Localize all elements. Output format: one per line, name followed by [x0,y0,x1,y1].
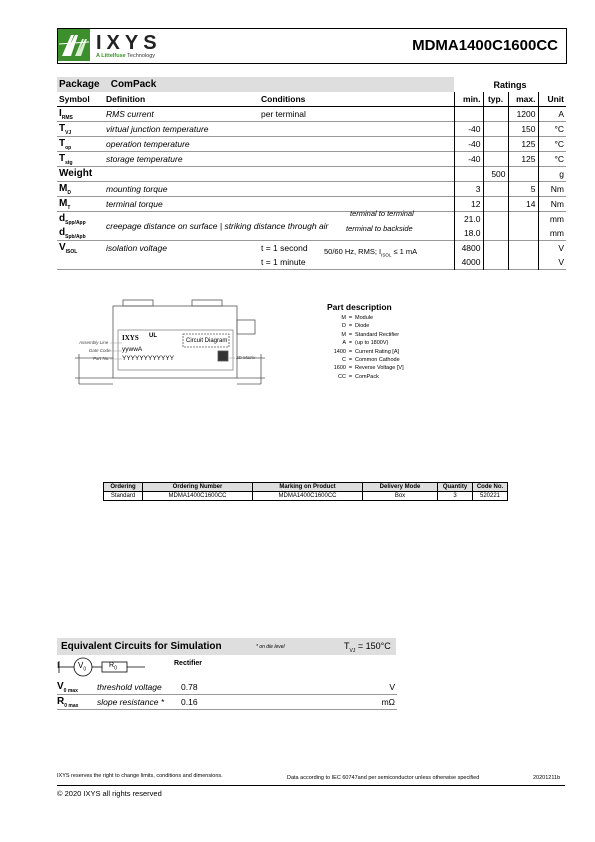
min-value: -40 [454,122,483,137]
ratings-table [57,77,566,270]
unit: mm [538,212,566,227]
definition [104,167,259,182]
footer-rights: IXYS reserves the right to change limits, conditions and dimensions. [57,773,223,779]
rating-row [57,197,566,212]
typ-value [483,197,508,212]
max-value: 125 [508,152,538,167]
tvj-condition: $T_{VJ} = 150^\circ C$ [344,641,391,654]
footer-iec: Data according to IEC 60747and per semiconductor unless otherwise specified [287,775,480,781]
definition: threshold voltage [97,682,162,692]
isolation-shared-condition: 50/60 Hz, RMS; $I_{ISOL} \le 1$ mA [324,247,418,258]
typ-value [483,137,508,152]
max-value: 150 [508,122,538,137]
ordering-cell: Box [363,492,438,501]
definition: terminal torque [106,199,163,209]
unit: V [538,241,566,256]
min-value [454,107,483,122]
eq-row-threshold [57,680,397,695]
unit: mΩ [381,697,395,707]
pd-key: M [341,331,346,338]
rating-row [57,182,566,197]
symbol: $T_{stg}$ [59,152,73,166]
isolation-definition: isolation voltage [106,243,167,253]
typ-value [483,152,508,167]
rectifier-column: Rectifier [174,660,203,667]
ordering-cell: MDMA1400C1600CC [253,492,363,501]
part-description-title: Part description [327,302,392,312]
pd-equals: = [348,348,353,355]
document-header [57,28,567,64]
definition: storage temperature [106,154,183,164]
ixys-logo-icon [58,29,90,61]
typ-value [483,122,508,137]
symbol: $R_{0 max}$ [57,696,79,709]
die-level-note: * on die level [256,644,285,650]
ratings-label: Ratings [454,77,566,92]
equivalent-title: Equivalent Circuits for Simulation [61,641,222,652]
condition [259,167,454,182]
part-description-item [310,356,404,364]
ordering-header: Quantity [438,483,473,492]
module-logo-text: IXYS [122,334,139,342]
definition: RMS current [106,109,154,119]
part-description-item [310,331,404,339]
symbol: $T_{op}$ [59,137,72,151]
symbol: $I_{RMS}$ [59,107,73,121]
definition: slope resistance * [97,697,165,707]
min-value: 4800 [454,241,483,256]
max-value [508,167,538,182]
symbol: $d_{Spp/App}$ [59,212,86,226]
col-header: Unit [538,92,566,107]
col-header: max. [508,92,538,107]
min-value [454,167,483,182]
part-description-item [310,364,404,372]
ordering-header: Code No. [473,483,508,492]
rating-row [57,137,566,152]
eq-row-slope [57,695,397,710]
max-value: 14 [508,197,538,212]
max-value: 5 [508,182,538,197]
pd-key: 1600 [333,365,346,372]
definition: mounting torque [106,184,168,194]
creepage-condition-2: terminal to backside [346,224,413,233]
brand-tagline: A Littelfuse Technology [96,53,156,59]
equivalent-circuits-header [57,638,396,655]
pd-value: Common Cathode [355,357,400,364]
col-header: typ. [483,92,508,107]
ordering-header-row [104,483,508,492]
part-number-placeholder: YYYYYYYYYYYY [122,355,175,362]
max-value: 1200 [508,107,538,122]
unit: A [538,107,566,122]
pd-value: (up to 1800V) [355,340,389,347]
rating-row [57,107,566,122]
symbol: $M_T$ [59,197,71,211]
creepage-definition: creepage distance on surface | striking distance through air [106,221,329,231]
unit: °C [538,137,566,152]
footer-divider [57,785,565,786]
part-number-title: MDMA1400C1600CC [412,37,558,54]
definition: operation temperature [106,139,190,149]
part-description-item [310,348,404,356]
value: 0.16 [181,697,198,707]
date-code-label: Date Code [89,348,111,353]
pd-value: Current Rating [A] [355,348,400,355]
pd-key: 1400 [333,348,346,355]
rating-row [57,122,566,137]
pd-key: CC [338,373,346,380]
col-header: Symbol [59,94,90,104]
brand-name: IXYS [96,32,162,54]
symbol: $M_D$ [59,182,71,196]
ordering-cell: 520221 [473,492,508,501]
unit: °C [538,152,566,167]
assembly-line-label: Assembly Line [79,340,109,345]
ordering-cell: MDMA1400C1600CC [143,492,253,501]
ul-mark: UL [149,333,157,339]
isolation-row-1 [57,241,566,256]
unit: Nm [538,182,566,197]
ordering-row [104,492,508,501]
condition [259,182,454,197]
col-header: min. [454,92,483,107]
condition [259,137,454,152]
unit: V [538,255,566,270]
pd-equals: = [348,340,353,347]
symbol: $d_{Spb/Apb}$ [59,226,86,240]
ordering-header: Marking on Product [253,483,363,492]
current-label: I [57,661,60,670]
symbol: $T_{VJ}$ [59,122,72,136]
min-value: 3 [454,182,483,197]
ordering-header: Delivery Mode [363,483,438,492]
part-no-label: Part No. [93,356,110,361]
value: 0.78 [181,682,198,692]
package-row [57,77,566,92]
unit: Nm [538,197,566,212]
col-header: Definition [106,94,146,104]
pd-equals: = [348,365,353,372]
pd-equals: = [348,373,353,380]
part-description-list [310,314,404,381]
condition [259,122,454,137]
isolation-row-2 [57,255,566,270]
min-value: -40 [454,137,483,152]
part-description-item [310,322,404,330]
condition: per terminal [261,109,306,119]
pd-value: ComPack [355,373,379,380]
r0-label: $R_0$ [109,662,117,672]
pd-value: Module [355,315,374,321]
isolation-condition-2: t = 1 minute [261,257,306,267]
typ-value [483,182,508,197]
pd-value: Diode [355,323,370,330]
ordering-cell: 3 [438,492,473,501]
ordering-header: Ordering [104,483,143,492]
pd-value: Standard Rectifier [355,331,400,338]
ordering-header: Ordering Number [143,483,253,492]
rating-row [57,152,566,167]
definition: virtual junction temperature [106,124,209,134]
min-value: 12 [454,197,483,212]
unit: °C [538,122,566,137]
symbol: Weight [59,167,93,179]
symbol: $V_{0 max}$ [57,681,78,694]
min-value: -40 [454,152,483,167]
pd-equals: = [348,357,353,364]
ordering-cell: Standard [104,492,143,501]
circuit-diagram-label: Circuit Diagram [186,338,228,344]
creepage-condition-1: terminal to terminal [350,209,414,218]
part-description-item [310,373,404,381]
min-value: 4000 [454,255,483,270]
matrix-label: 2D Matrix [236,355,256,360]
unit: mm [538,226,566,241]
pd-key: A [342,340,346,347]
date-code-text: yywwA [122,346,143,353]
package-label: Package [59,79,100,90]
col-header: Conditions [261,94,306,104]
unit: g [538,167,566,182]
min-value: 21.0 [454,212,483,227]
v0-label: $V_0$ [78,661,87,673]
pd-value: Reverse Voltage [V] [355,365,404,372]
creepage-row-1 [57,212,566,227]
symbol: $V_{ISOL}$ [59,241,78,255]
pd-equals: = [348,315,353,321]
condition [259,152,454,167]
typ-value [483,107,508,122]
max-value: 125 [508,137,538,152]
unit: V [389,682,395,692]
pd-key: M [341,315,346,321]
copyright: © 2020 IXYS all rights reserved [57,789,162,798]
package-name: ComPack [110,79,157,90]
table-header-row [57,92,566,107]
part-description-item [310,314,404,322]
pd-equals: = [348,323,353,330]
ordering-table [103,482,508,501]
pd-key: D [342,323,346,330]
pd-equals: = [348,331,353,338]
typ-value: 500 [483,167,508,182]
footer-code: 20201211b [533,775,561,781]
isolation-condition-1: t = 1 second [261,243,308,253]
pd-key: C [342,357,346,364]
part-description-item [310,339,404,347]
min-value: 18.0 [454,226,483,241]
rating-row [57,167,566,182]
